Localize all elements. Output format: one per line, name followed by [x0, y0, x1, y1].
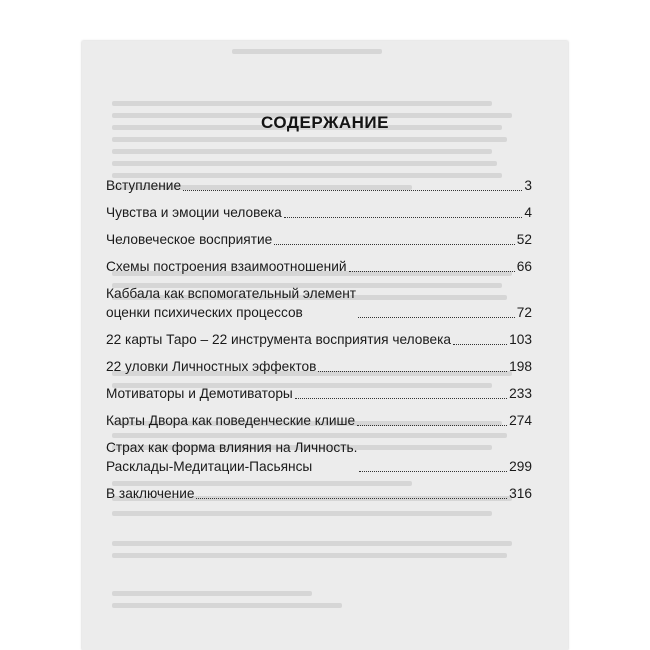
toc-entry-title: Мотиваторы и Демотиваторы [106, 386, 293, 401]
toc-entry-page-number: 198 [509, 359, 532, 374]
toc-entry [106, 438, 532, 476]
dot-leader [295, 398, 507, 399]
toc-entry-page-number: 299 [509, 459, 532, 474]
dot-leader [359, 471, 507, 472]
toc-entry-page-number: 66 [516, 259, 532, 274]
toc-entry [106, 357, 532, 376]
toc-entry [106, 257, 532, 276]
dot-leader [284, 217, 523, 218]
toc-entry-title: Карты Двора как поведенческие клише [106, 413, 356, 428]
toc-entry-page-number: 3 [524, 178, 532, 193]
dot-leader [349, 271, 515, 272]
toc-entry [106, 284, 532, 322]
dot-leader [183, 190, 522, 191]
toc-entry-title: Страх как форма влияния на Личность. Расклады-Медитации-Пасьянсы [106, 440, 358, 474]
toc-entry-title: Вступление [106, 178, 182, 193]
toc-entry [106, 176, 532, 195]
dot-leader [196, 498, 507, 499]
dot-leader [453, 344, 507, 345]
toc-entry-page-number: 103 [509, 332, 532, 347]
toc-entry [106, 203, 532, 222]
dot-leader [274, 244, 515, 245]
toc-entry [106, 411, 532, 430]
toc-entry-title: В заключение [106, 486, 195, 501]
toc-entry-title: Чувства и эмоции человека [106, 205, 282, 220]
toc-entry-title: 22 карты Таро – 22 инструмента восприятия человека [106, 332, 452, 347]
toc-entry-title: Каббала как вспомогательный элемент оценки психических процессов [106, 286, 357, 320]
toc-entry-page-number: 52 [516, 232, 532, 247]
toc-entry-title: 22 уловки Личностных эффектов [106, 359, 317, 374]
toc-entry-page-number: 233 [509, 386, 532, 401]
toc-entry [106, 330, 532, 349]
toc-entry-title: Схемы построения взаимоотношений [106, 259, 347, 274]
toc-entry-title: Человеческое восприятие [106, 232, 273, 247]
toc-entry-page-number: 4 [524, 205, 532, 220]
toc-entry [106, 484, 532, 503]
dot-leader [357, 425, 507, 426]
toc-entry-page-number: 316 [509, 486, 532, 501]
toc-entry [106, 384, 532, 403]
table-of-contents [106, 176, 532, 511]
toc-entry-page-number: 274 [509, 413, 532, 428]
dot-leader [358, 317, 515, 318]
toc-title: СОДЕРЖАНИЕ [261, 113, 389, 132]
toc-entry [106, 230, 532, 249]
dot-leader [318, 371, 507, 372]
book-page [82, 41, 568, 650]
toc-entry-page-number: 72 [516, 305, 532, 320]
